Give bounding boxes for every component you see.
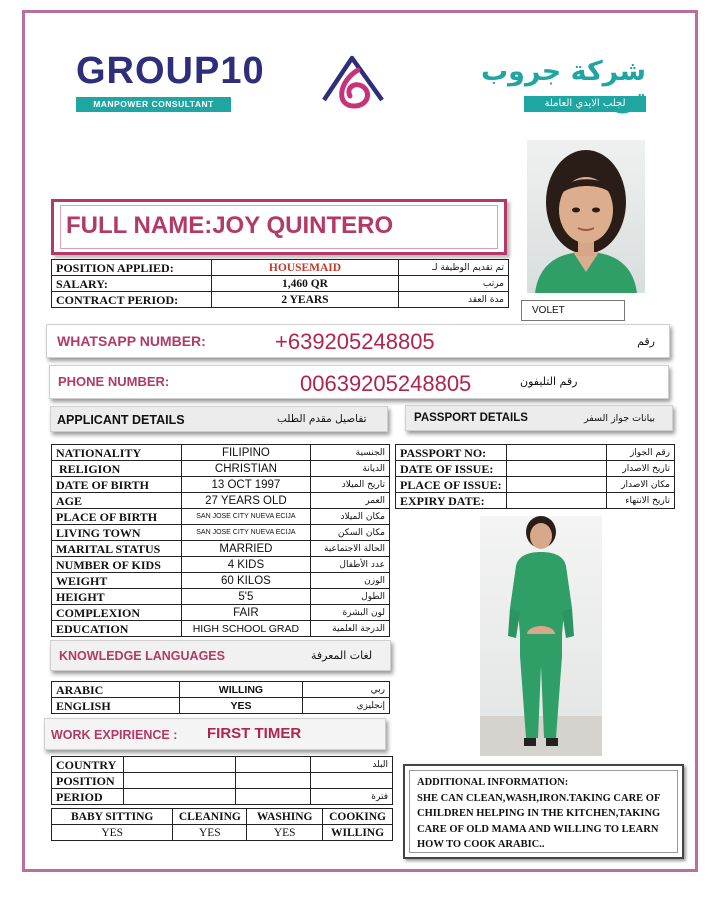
additional-info-box: [403, 764, 684, 859]
detail-value: MARRIED: [181, 541, 311, 557]
whatsapp-banner: [46, 324, 670, 358]
passport-label: PLACE OF ISSUE:: [396, 477, 507, 493]
table-row: [52, 825, 393, 841]
center-emblem-icon: [318, 50, 390, 112]
table-row: [52, 292, 509, 308]
phone-arabic: رقم التليفون: [520, 375, 578, 388]
phone-label: PHONE NUMBER:: [58, 374, 170, 389]
table-row: [52, 557, 390, 573]
language-arabic: إنجليزي: [303, 698, 390, 714]
skill-header: BABY SITTING: [52, 809, 173, 825]
arabic-company-name: شركة جروب: [481, 56, 646, 87]
table-row: [52, 698, 390, 714]
detail-label: RELIGION: [52, 461, 182, 477]
detail-value: SAN JOSE CITY NUEVA ECIJA: [181, 509, 311, 525]
detail-arabic: مكان الميلاد: [311, 509, 390, 525]
detail-arabic: لون البشرة: [311, 605, 390, 621]
whatsapp-arabic: رقم: [637, 335, 655, 348]
detail-value: 27 YEARS OLD: [181, 493, 311, 509]
detail-label: LIVING TOWN: [52, 525, 182, 541]
detail-value: 60 KILOS: [181, 573, 311, 589]
table-row: [52, 461, 390, 477]
work-experience-title: WORK EXPIRIENCE :: [51, 728, 178, 742]
work-experience-value: FIRST TIMER: [207, 725, 302, 742]
passport-table: [395, 444, 675, 509]
detail-label: HEIGHT: [52, 589, 182, 605]
work-experience-header: [44, 718, 386, 750]
work-label: PERIOD: [52, 789, 124, 805]
table-row: [52, 477, 390, 493]
salary-label: SALARY:: [52, 276, 212, 292]
skills-table: [51, 808, 393, 841]
contract-value: 2 YEARS: [211, 292, 398, 308]
contract-arabic: مدة العقد: [399, 292, 509, 308]
logo-subtitle: MANPOWER CONSULTANT: [76, 97, 231, 112]
skill-header: COOKING: [323, 809, 393, 825]
group10-logo: [76, 52, 265, 90]
work-label: COUNTRY: [52, 757, 124, 773]
language-value: YES: [179, 698, 303, 714]
detail-arabic: الديانة: [311, 461, 390, 477]
passport-arabic: تاريخ الاصدار: [607, 461, 675, 477]
passport-value: [506, 477, 607, 493]
passport-arabic: مكان الاصدار: [607, 477, 675, 493]
passport-value: [506, 445, 607, 461]
detail-arabic: العمر: [311, 493, 390, 509]
detail-label: NATIONALITY: [52, 445, 182, 461]
table-row: [52, 525, 390, 541]
phone-banner: [49, 365, 669, 399]
detail-label: NUMBER OF KIDS: [52, 557, 182, 573]
detail-value: CHRISTIAN: [181, 461, 311, 477]
full-name-box: [51, 199, 507, 255]
whatsapp-number[interactable]: +639205248805: [275, 329, 435, 354]
table-row: [52, 276, 509, 292]
table-row: [52, 493, 390, 509]
salary-value: 1,460 QR: [211, 276, 398, 292]
passport-details-arabic: بيانات جواز السفر: [584, 413, 655, 424]
passport-value: [506, 493, 607, 509]
table-row: [52, 260, 509, 276]
full-body-photo: [480, 516, 602, 756]
passport-details-title: PASSPORT DETAILS: [414, 412, 528, 424]
work-table: [51, 756, 393, 805]
knowledge-languages-arabic: لغات المعرفة: [311, 649, 373, 662]
skill-header: WASHING: [247, 809, 323, 825]
skill-value: WILLING: [323, 825, 393, 841]
detail-value: FILIPINO: [181, 445, 311, 461]
detail-arabic: الدرجة العلمية: [311, 621, 390, 637]
detail-label: AGE: [52, 493, 182, 509]
detail-value: 13 OCT 1997: [181, 477, 311, 493]
detail-arabic: مكان السكن: [311, 525, 390, 541]
applicant-details-table: [51, 444, 390, 637]
passport-arabic: رقم الجواز: [607, 445, 675, 461]
passport-label: EXPIRY DATE:: [396, 493, 507, 509]
logo-word: GROUP: [76, 50, 221, 92]
skill-value: YES: [173, 825, 247, 841]
passport-details-header: [405, 405, 673, 431]
applicant-details-arabic: تفاصيل مقدم الطلب: [277, 413, 367, 425]
language-label: ENGLISH: [52, 698, 180, 714]
detail-arabic: عدد الأطفال: [311, 557, 390, 573]
whatsapp-label: WHATSAPP NUMBER:: [57, 333, 206, 349]
detail-value: HIGH SCHOOL GRAD: [181, 621, 311, 637]
detail-label: EDUCATION: [52, 621, 182, 637]
portrait-photo: [527, 140, 645, 293]
detail-arabic: الحالة الاجتماعية: [311, 541, 390, 557]
table-row: [52, 789, 393, 805]
photo-caption: VOLET: [521, 300, 625, 321]
table-row: [52, 509, 390, 525]
passport-arabic: تاريخ الانتهاء: [607, 493, 675, 509]
logo-number: 10: [220, 50, 265, 92]
table-row: [52, 605, 390, 621]
additional-info-title: ADDITIONAL INFORMATION:: [417, 777, 569, 788]
table-row: [52, 682, 390, 698]
table-row: [52, 621, 390, 637]
detail-label: COMPLEXION: [52, 605, 182, 621]
detail-label: WEIGHT: [52, 573, 182, 589]
passport-label: DATE OF ISSUE:: [396, 461, 507, 477]
work-arabic: فترة: [311, 789, 393, 805]
table-row: [52, 809, 393, 825]
languages-table: [51, 681, 390, 714]
skill-value: YES: [52, 825, 173, 841]
language-label: ARABIC: [52, 682, 180, 698]
full-name: FULL NAME:JOY QUINTERO: [66, 212, 394, 239]
detail-arabic: تاريخ الميلاد: [311, 477, 390, 493]
table-row: [52, 573, 390, 589]
language-arabic: ربي: [303, 682, 390, 698]
table-row: [396, 445, 675, 461]
table-row: [52, 757, 393, 773]
table-row: [52, 445, 390, 461]
position-arabic: تم تقديم الوظيفة لـ: [399, 260, 509, 276]
skill-header: CLEANING: [173, 809, 247, 825]
table-row: [396, 461, 675, 477]
work-label: POSITION: [52, 773, 124, 789]
applicant-details-title: APPLICANT DETAILS: [57, 413, 185, 427]
detail-arabic: الطول: [311, 589, 390, 605]
table-row: [52, 589, 390, 605]
language-value: WILLING: [179, 682, 303, 698]
table-row: [52, 541, 390, 557]
detail-arabic: الوزن: [311, 573, 390, 589]
salary-arabic: مرتب: [399, 276, 509, 292]
detail-label: PLACE OF BIRTH: [52, 509, 182, 525]
phone-number[interactable]: 00639205248805: [300, 371, 472, 396]
table-row: [396, 477, 675, 493]
detail-value: 5'5: [181, 589, 311, 605]
detail-value: SAN JOSE CITY NUEVA ECIJA: [181, 525, 311, 541]
passport-label: PASSPORT NO:: [396, 445, 507, 461]
knowledge-languages-title: KNOWLEDGE LANGUAGES: [59, 649, 225, 663]
detail-value: 4 KIDS: [181, 557, 311, 573]
detail-label: MARITAL STATUS: [52, 541, 182, 557]
passport-value: [506, 461, 607, 477]
job-table: [51, 259, 509, 308]
position-label: POSITION APPLIED:: [52, 260, 212, 276]
position-value: HOUSEMAID: [211, 260, 398, 276]
table-row: [52, 773, 393, 789]
work-arabic: [311, 773, 393, 789]
detail-value: FAIR: [181, 605, 311, 621]
knowledge-languages-header: [50, 640, 391, 671]
detail-label: DATE OF BIRTH: [52, 477, 182, 493]
contract-label: CONTRACT PERIOD:: [52, 292, 212, 308]
additional-info-text: SHE CAN CLEAN,WASH,IRON.TAKING CARE OF CHILDREN HELPING IN THE KITCHEN,TAKING CARE OF OLD MAMA AND WILLING TO LEARN HOW TO COOK ARABIC..: [417, 792, 661, 850]
table-row: [396, 493, 675, 509]
applicant-details-header: [50, 406, 388, 432]
arabic-company-subtitle: لجلب الايدي العاملة: [524, 96, 646, 112]
skill-value: YES: [247, 825, 323, 841]
detail-arabic: الجنسية: [311, 445, 390, 461]
work-arabic: البلد: [311, 757, 393, 773]
